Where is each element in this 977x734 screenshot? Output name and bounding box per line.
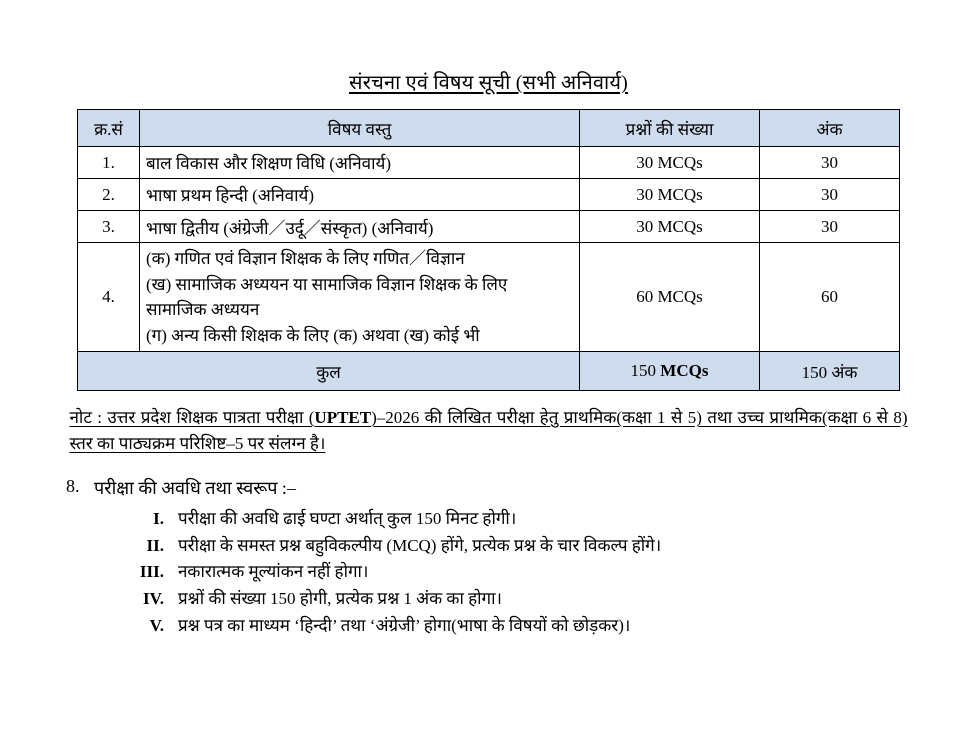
list-item <box>66 586 949 613</box>
list-item-text: परीक्षा की अवधि ढाई घण्टा अर्थात् कुल 150 मिनट होगी। <box>178 508 517 528</box>
list-item-text: प्रश्न पत्र का माध्यम ‘हिन्दी’ तथा ‘अंग्रेजी’ होगा(भाषा के विषयों को छोड़कर)। <box>178 616 631 636</box>
cell-serial: 1. <box>78 147 140 179</box>
cell-subject: बाल विकास और शिक्षण विधि (अनिवार्य) <box>140 147 580 179</box>
total-questions-number: 150 <box>630 361 661 380</box>
section-number: 8. <box>66 475 80 496</box>
total-marks: 150 अंक <box>760 352 900 391</box>
list-item-number: III. <box>139 562 164 582</box>
list-item <box>66 533 949 560</box>
cell-marks: 60 <box>760 243 900 352</box>
cell-marks: 30 <box>760 179 900 211</box>
table-header-row <box>78 110 900 147</box>
list-item-text: परीक्षा के समस्त प्रश्न बहुविकल्पीय (MCQ) होंगे, प्रत्येक प्रश्न के चार विकल्प होंगे। <box>178 535 662 555</box>
cell-serial: 3. <box>78 211 140 243</box>
table-row <box>78 147 900 179</box>
exam-duration-section <box>28 476 949 640</box>
exam-structure-table <box>77 109 900 391</box>
header-questions: प्रश्नों की संख्या <box>580 110 760 147</box>
subject-line: (क) गणित एवं विज्ञान शिक्षक के लिए गणित／विज्ञान <box>146 249 465 268</box>
cell-questions: 30 MCQs <box>580 211 760 243</box>
section-title: परीक्षा की अवधि तथा स्वरूप :– <box>94 477 296 498</box>
total-label: कुल <box>78 352 580 391</box>
cell-questions: 60 MCQs <box>580 243 760 352</box>
header-subject: विषय वस्तु <box>140 110 580 147</box>
list-item-number: I. <box>153 508 164 528</box>
cell-serial: 2. <box>78 179 140 211</box>
total-questions-unit: MCQs <box>660 361 709 380</box>
list-item-number: IV. <box>143 589 164 609</box>
cell-subject <box>140 243 580 352</box>
cell-subject: भाषा प्रथम हिन्दी (अनिवार्य) <box>140 179 580 211</box>
page-title: संरचना एवं विषय सूची (सभी अनिवार्य) <box>348 72 629 94</box>
cell-subject: भाषा द्वितीय (अंग्रेजी／उर्दू／संस्कृत) (अनिवार्य) <box>140 211 580 243</box>
subject-line: सामाजिक अध्ययन <box>146 300 260 319</box>
note-prefix: नोट : उत्तर प्रदेश शिक्षक पात्रता परीक्षा ( <box>69 408 315 427</box>
table-row <box>78 243 900 352</box>
table-total-row <box>78 352 900 391</box>
table-row <box>78 179 900 211</box>
list-item <box>66 506 949 533</box>
cell-marks: 30 <box>760 147 900 179</box>
list-item-number: II. <box>146 535 164 555</box>
table-row <box>78 211 900 243</box>
list-item <box>66 559 949 586</box>
subject-line: (ग) अन्य किसी शिक्षक के लिए (क) अथवा (ख) कोई भी <box>146 325 480 345</box>
header-serial: क्र.सं <box>78 110 140 147</box>
note-exam-code: UPTET <box>314 408 372 427</box>
subject-line: (ख) सामाजिक अध्ययन या सामाजिक विज्ञान शिक्षक के लिए <box>146 274 508 294</box>
list-item-text: नकारात्मक मूल्यांकन नहीं होगा। <box>178 562 369 582</box>
cell-questions: 30 MCQs <box>580 147 760 179</box>
cell-questions: 30 MCQs <box>580 179 760 211</box>
cell-serial: 4. <box>78 243 140 352</box>
cell-marks: 30 <box>760 211 900 243</box>
note-paragraph <box>70 405 908 458</box>
section-list <box>66 506 949 640</box>
list-item-number: V. <box>149 616 164 636</box>
total-questions <box>580 352 760 391</box>
list-item-text: प्रश्नों की संख्या 150 होगी, प्रत्येक प्रश्न 1 अंक का होगा। <box>178 589 502 609</box>
header-marks: अंक <box>760 110 900 147</box>
list-item <box>66 613 949 640</box>
note-suffix: )–2026 की लिखित परीक्षा हेतु प्राथमिक(कक्षा 1 से 5) तथा उच्च प्राथमिक(कक्षा 6 से 8) स्तर का पाठ्यक्रम परिशिष्ट–5 पर संलग्न है। <box>69 408 908 454</box>
document-page <box>0 68 977 734</box>
